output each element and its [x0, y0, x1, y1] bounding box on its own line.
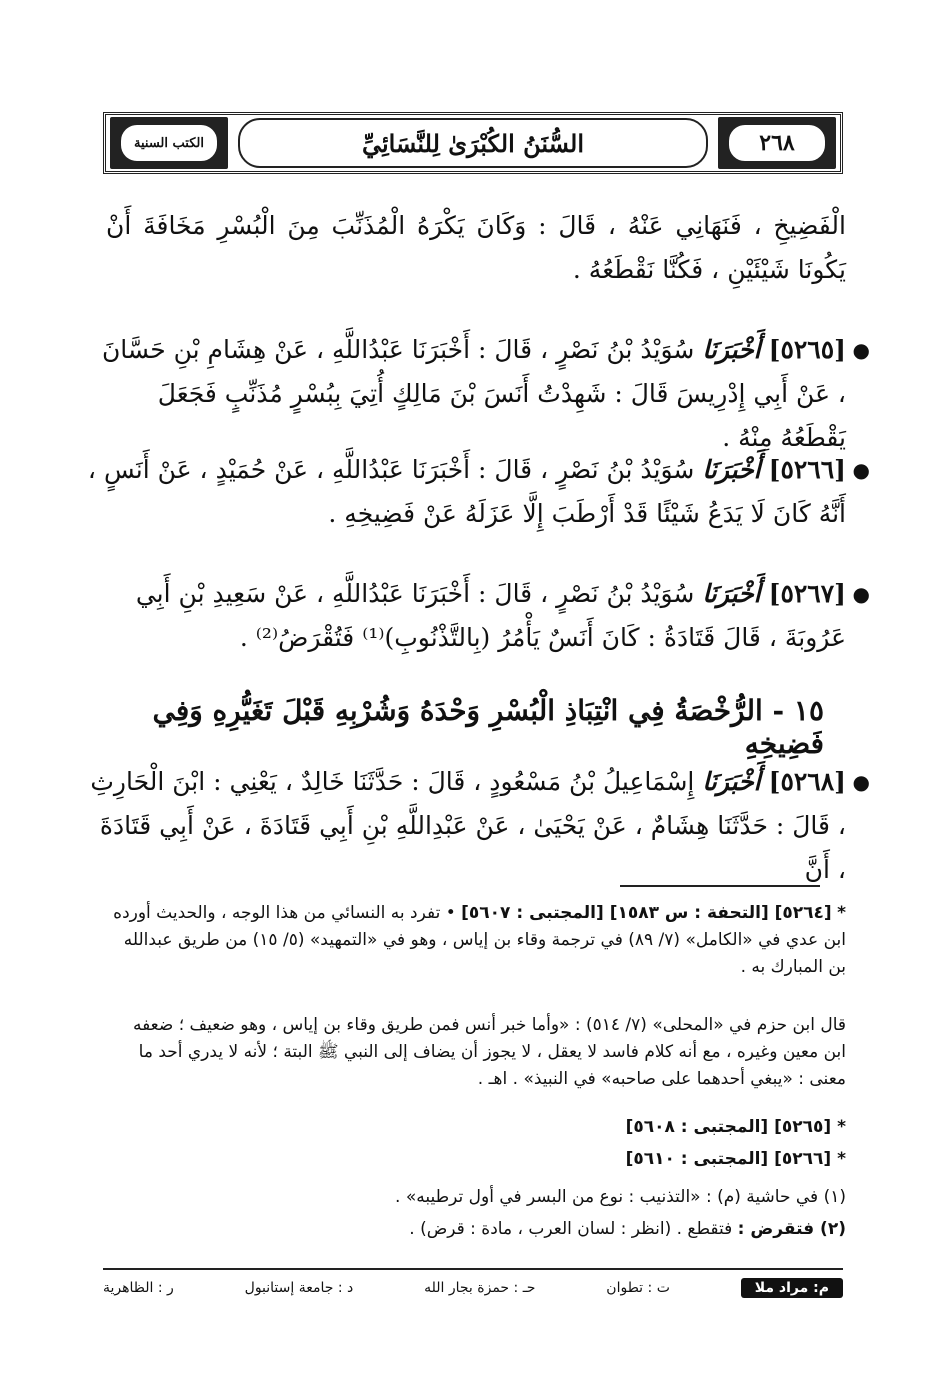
hadith-lead: أَخْبَرَنَا: [702, 767, 761, 796]
hadith-lead: أَخْبَرَنَا: [702, 579, 761, 608]
hadith-text: سُوَيْدُ بْنُ نَصْرٍ ، قَالَ : أَخْبَرَنَا عَبْدُاللَّهِ ، عَنْ هِشَامِ بْنِ حَسَّانَ ، عَنْ أَبِي إِدْرِيسَ قَالَ : شَهِدْتُ أَنَسَ بْنَ مَالِكٍ أُتِيَ بِبُسْرٍ مُذَنِّبٍ فَجَعَلَ يَقْطَعُهُ مِنْهُ .: [101, 335, 846, 452]
manuscript-key-footer: [103, 1274, 843, 1302]
bullet-icon: ●: [852, 582, 870, 606]
hadith-5268: [86, 760, 870, 892]
hadith-number: [٥٢٦٦]: [768, 455, 846, 484]
bullet-icon: ●: [852, 458, 870, 482]
book-title: السُّنَنُ الكُبْرَىٰ لِلنَّسَائِيِّ: [238, 118, 708, 168]
manuscript-d: د : جامعة إستانبول: [244, 1280, 354, 1296]
hadith-number: [٥٢٦٨]: [768, 767, 846, 796]
note-ref: [٥٢٦٥] [المجتبى : ٥٦٠٨]: [625, 1117, 832, 1137]
star-icon: *: [837, 903, 846, 923]
manuscript-r: ر : الظاهرية: [103, 1280, 174, 1296]
hadith-text: سُوَيْدُ بْنُ نَصْرٍ ، قَالَ : أَخْبَرَنَا عَبْدُاللَّهِ ، عَنْ سَعِيدِ بْنِ أَبِي عَرُوبَةَ ، قَالَ قَتَادَةُ : كَانَ أَنَسٌ يَأْمُرُ (بِالتَّذْنُوبِ)⁽¹⁾ فَتُقْرَضُ⁽²⁾ .: [135, 579, 846, 652]
star-icon: *: [837, 1149, 846, 1169]
hadith-text: سُوَيْدُ بْنُ نَصْرٍ ، قَالَ : أَخْبَرَنَا عَبْدُاللَّهِ ، عَنْ حُمَيْدٍ ، عَنْ أَنَسٍ ، أَنَّهُ كَانَ لَا يَدَعُ شَيْئًا قَدْ أَرْطَبَ إِلَّا عَزَلَهُ عَنْ فَضِيخِهِ .: [87, 455, 846, 528]
page-number-ornament: [718, 117, 836, 169]
note-ref: [٥٢٦٤] [التحفة : س ١٥٨٣] [المجتبى : ٥٦٠٧]: [461, 903, 832, 923]
header-logo-text: الكتب السنية: [119, 123, 219, 163]
note-5264: [106, 900, 846, 981]
hadith-number: [٥٢٦٧]: [768, 579, 846, 608]
header-logo-ornament: [110, 117, 228, 169]
page-header: [103, 112, 843, 174]
bullet-icon: ●: [852, 338, 870, 362]
hadith-number: [٥٢٦٥]: [768, 335, 846, 364]
footnote-1: (١) في حاشية (م) : «التذنيب : نوع من البسر في أول ترطيبه» .: [395, 1187, 846, 1207]
hadith-lead: أَخْبَرَنَا: [702, 335, 761, 364]
note-text: • تفرد به النسائي من هذا الوجه ، والحديث أورده ابن عدي في «الكامل» (٧/ ٨٩) في ترجمة وقاء بن إياس ، وهو في «التمهيد» (٥/ ١٥) من طريق عبدالله بن المبارك به .: [113, 903, 846, 977]
chapter-heading: ١٥ - الرُّخْصَةُ فِي انْتِبَاذِ الْبُسْرِ وَحْدَهُ وَشُرْبِهِ قَبْلَ تَغَيُّرِهِ وَفِي فَضِيخِهِ: [152, 694, 824, 760]
hadith-5267: [86, 572, 870, 660]
hadith-text: إِسْمَاعِيلُ بْنُ مَسْعُودٍ ، قَالَ : حَدَّثَنَا خَالِدٌ ، يَعْنِي : ابْنَ الْحَارِثِ ، قَالَ : حَدَّثَنَا هِشَامٌ ، عَنْ يَحْيَىٰ ، عَنْ عَبْدِاللَّهِ بْنِ أَبِي قَتَادَةَ ، عَنْ أَبِي قَتَادَةَ ، أَنَّ: [90, 767, 846, 884]
footnote-text: فتقطع . (انظر : لسان العرب ، مادة : قرض) .: [409, 1219, 733, 1239]
footer-separator: [103, 1268, 843, 1270]
note-5265: [106, 1114, 846, 1141]
paragraph-continuation: الْفَضِيخِ ، فَنَهَانِي عَنْهُ ، قَالَ : وَكَانَ يَكْرَهُ الْمُذَنِّبَ مِنَ الْبُسْرِ مَخَافَةَ أَنْ يَكُونَا شَيْئَيْنِ ، فَكُنَّا نَقْطَعُهُ .: [106, 211, 846, 284]
hadith-5265: [86, 328, 870, 460]
hadith-5266: [86, 448, 870, 536]
bullet-icon: ●: [852, 770, 870, 794]
page-number: ٢٦٨: [727, 123, 827, 163]
manuscript-m: م: مراد ملا: [741, 1278, 843, 1298]
footnote-label: (٢) فتقرض :: [737, 1219, 846, 1239]
hadith-lead: أَخْبَرَنَا: [702, 455, 761, 484]
manuscript-t: ت : تطوان: [606, 1280, 670, 1296]
footnote-separator: [620, 885, 820, 887]
note-5266: [106, 1146, 846, 1173]
note-ref: [٥٢٦٦] [المجتبى : ٥٦١٠]: [625, 1149, 832, 1169]
note-ibn-hazm: قال ابن حزم في «المحلى» (٧/ ٥١٤) : «وأما خبر أنس فمن طريق وقاء بن إياس ، وهو ضعيف ؛ ضعفه ابن معين وغيره ، مع أنه كلام فاسد لا يعقل ، لا يجوز أن يضاف إلى النبي ﷺ البتة ؛ لأنه لا يدري أحد ما معنى : «يبغي أحدهما على صاحبه» في النبيذ» . اهـ .: [132, 1015, 846, 1089]
star-icon: *: [837, 1117, 846, 1137]
footnote-2: [106, 1216, 846, 1243]
manuscript-h: حـ : حمزة بجار الله: [424, 1280, 536, 1296]
